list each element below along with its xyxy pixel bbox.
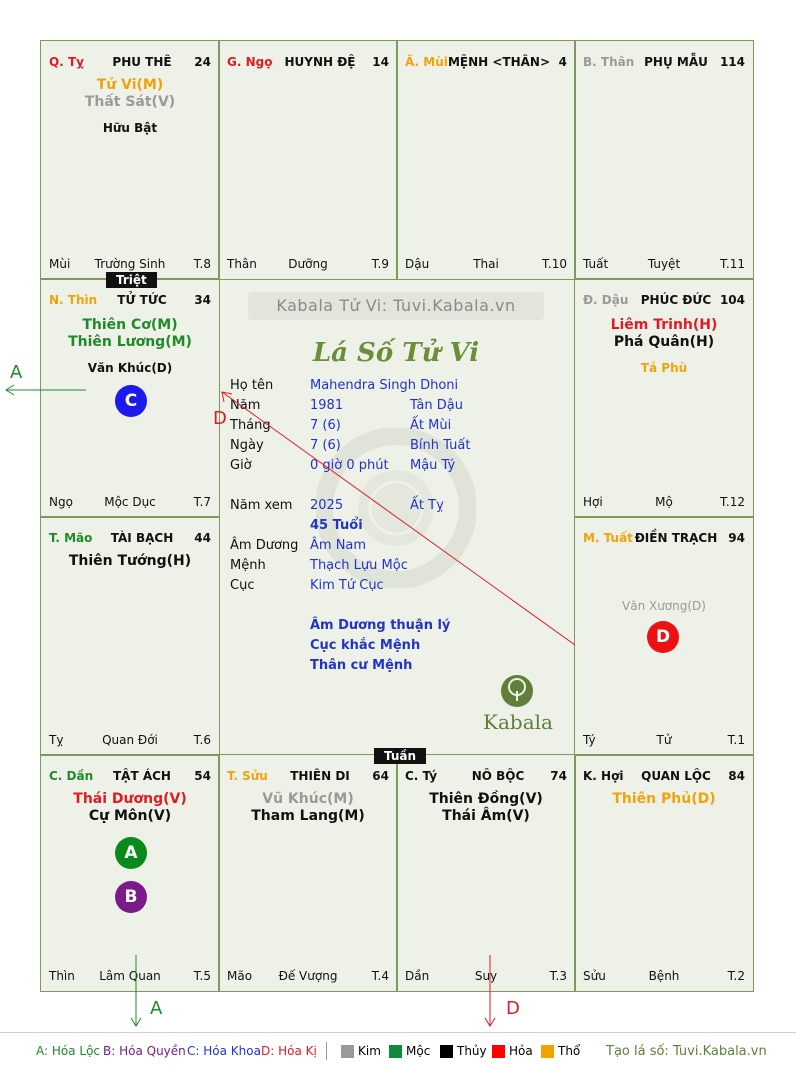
palace-name: PHÚC ĐỨC <box>640 293 712 307</box>
palace-stage: Trường Sinh <box>94 257 166 271</box>
info-canchi: Ất Mùi <box>410 418 452 433</box>
palace-number: 114 <box>719 55 745 69</box>
palace-age: T.2 <box>727 969 745 983</box>
palace-number: 4 <box>558 55 567 69</box>
palace-number: 44 <box>194 531 211 545</box>
moc-swatch <box>389 1045 402 1058</box>
palace-branch: K. Hợi <box>583 769 624 783</box>
palace-phase: Tỵ <box>49 733 64 747</box>
palace-branch: G. Ngọ <box>227 55 273 69</box>
info-canchi: Mậu Tý <box>410 458 456 473</box>
palace-branch: Đ. Dậu <box>583 293 629 307</box>
palace-stage: Đế Vượng <box>278 969 338 983</box>
info-canchi: Bính Tuất <box>410 438 471 453</box>
palace-phase: Hợi <box>583 495 603 509</box>
info-value: 7 (6) <box>310 438 341 453</box>
palace-age: T.3 <box>549 969 567 983</box>
legend-hoa-loc: A: Hóa Lộc <box>36 1044 101 1058</box>
palace-phase: Thìn <box>49 969 75 983</box>
palace-branch: M. Tuất <box>583 531 633 545</box>
info-label: Ngày <box>230 438 264 453</box>
palace-name: NÔ BỘC <box>471 769 525 783</box>
palace-age: T.10 <box>542 257 567 271</box>
info-value: 2025 <box>310 498 344 513</box>
info-value: 7 (6) <box>310 418 341 433</box>
arrow-label-d-bottom: D <box>506 998 520 1019</box>
major-star: Thiên Phủ(D) <box>612 791 716 807</box>
arrow-label-d: D <box>213 408 227 429</box>
info-value: Âm Nam <box>310 538 367 553</box>
palace-branch: T. Mão <box>49 531 93 545</box>
hoa-quyen-badge: B <box>115 881 147 913</box>
legend-moc: Mộc <box>406 1044 431 1058</box>
major-star: Tham Lang(M) <box>251 808 365 824</box>
info-age: 45 Tuổi <box>310 518 363 533</box>
palace-stage: Thai <box>473 257 499 271</box>
info-canchi: Ất Tỵ <box>410 498 444 513</box>
palace-name: MỆNH <THÂN> <box>447 55 551 69</box>
palace-phase: Mão <box>227 969 253 983</box>
palace-stage: Quan Đới <box>102 733 158 747</box>
palace-branch: Ã. Mùi <box>405 55 448 69</box>
major-star: Tử Vi(M) <box>96 77 164 93</box>
info-value: Kim Tứ Cục <box>310 578 384 593</box>
triet-tag: Triệt <box>106 272 157 288</box>
palace-stage: Suy <box>474 969 498 983</box>
palace-name: TỬ TỨC <box>117 293 167 307</box>
palace-age: T.6 <box>193 733 211 747</box>
palace-name: TÀI BẠCH <box>110 531 174 545</box>
minor-star: Tả Phù <box>640 361 688 375</box>
palace-phase: Thân <box>227 257 257 271</box>
arrow-label-a-bottom: A <box>150 998 163 1019</box>
legend-hoa-khoa: C: Hóa Khoa <box>187 1044 261 1058</box>
legend-credit-link[interactable]: Tạo lá số: Tuvi.Kabala.vn <box>606 1044 767 1059</box>
palace-name: HUYNH ĐỆ <box>284 55 356 69</box>
legend-hoa: Hỏa <box>509 1044 533 1058</box>
hoa-khoa-badge: C <box>115 385 147 417</box>
palace-branch: T. Sửu <box>227 769 268 783</box>
major-star: Thất Sát(V) <box>84 94 176 110</box>
major-star: Thái Dương(V) <box>73 791 187 807</box>
palace-stage: Tử <box>656 733 672 747</box>
palace-phase: Dần <box>405 969 430 983</box>
info-label: Tháng <box>230 418 271 433</box>
info-value: Mahendra Singh Dhoni <box>310 378 459 393</box>
site-banner[interactable]: Kabala Tử Vi: Tuvi.Kabala.vn <box>248 292 544 320</box>
arrow-label-a: A <box>10 362 23 383</box>
major-star: Thiên Tướng(H) <box>68 553 192 569</box>
tho-swatch <box>541 1045 554 1058</box>
major-star: Cự Môn(V) <box>88 808 172 824</box>
palace-number: 104 <box>719 293 745 307</box>
tuan-tag: Tuần <box>374 748 426 764</box>
palace-branch: C. Tý <box>405 769 438 783</box>
hoa-ki-badge: D <box>647 621 679 653</box>
legend-bar <box>0 1032 796 1070</box>
palace-number: 24 <box>194 55 211 69</box>
major-star: Thiên Lương(M) <box>68 334 192 350</box>
info-label: Năm <box>230 398 261 413</box>
palace-age: T.7 <box>193 495 211 509</box>
palace-branch: Q. Tỵ <box>49 55 84 69</box>
hoa-loc-badge: A <box>115 837 147 869</box>
palace-age: T.8 <box>193 257 211 271</box>
palace-number: 34 <box>194 293 211 307</box>
palace-age: T.5 <box>193 969 211 983</box>
palace-age: T.11 <box>720 257 745 271</box>
legend-hoa-quyen: B: Hóa Quyền <box>103 1044 186 1058</box>
palace-stage: Mộc Dục <box>104 495 156 509</box>
palace-name: PHỤ MẪU <box>644 55 708 69</box>
major-star: Vũ Khúc(M) <box>262 791 354 807</box>
info-note: Cục khắc Mệnh <box>310 638 421 653</box>
palace-phase: Tuất <box>583 257 609 271</box>
minor-star: Văn Xương(D) <box>622 599 706 613</box>
palace-number: 54 <box>194 769 211 783</box>
minor-star: Văn Khúc(D) <box>87 361 173 375</box>
palace-branch: B. Thân <box>583 55 635 69</box>
palace-phase: Mùi <box>49 257 71 271</box>
info-label: Mệnh <box>230 558 266 573</box>
info-label: Giờ <box>230 458 252 473</box>
info-note: Âm Dương thuận lý <box>310 618 451 633</box>
info-label: Họ tên <box>230 378 274 393</box>
palace-age: T.1 <box>727 733 745 747</box>
major-star: Thiên Cơ(M) <box>82 317 178 333</box>
palace-name: TẬT ÁCH <box>113 769 171 783</box>
palace-name: ĐIỀN TRẠCH <box>634 531 718 545</box>
major-star: Phá Quân(H) <box>613 334 715 350</box>
palace-phase: Sửu <box>583 969 606 983</box>
palace-number: 84 <box>728 769 745 783</box>
palace-number: 74 <box>550 769 567 783</box>
legend-separator <box>326 1042 327 1060</box>
palace-stage: Dưỡng <box>288 257 328 271</box>
palace-age: T.12 <box>720 495 745 509</box>
info-canchi: Tân Dậu <box>410 398 463 413</box>
palace-phase: Dậu <box>405 257 430 271</box>
palace-number: 14 <box>372 55 389 69</box>
arrow-line-d-diagonal <box>222 392 575 645</box>
palace-name: THIÊN DI <box>290 769 350 783</box>
legend-thuy: Thủy <box>457 1044 487 1058</box>
major-star: Thiên Đồng(V) <box>429 791 543 807</box>
palace-number: 94 <box>728 531 745 545</box>
info-note: Thân cư Mệnh <box>310 658 413 673</box>
kim-swatch <box>341 1045 354 1058</box>
palace-name: PHU THÊ <box>112 55 172 69</box>
legend-hoa-ki: D: Hóa Kị <box>261 1044 317 1058</box>
palace-stage: Lâm Quan <box>99 969 161 983</box>
palace-branch: N. Thìn <box>49 293 98 307</box>
chart-title: Lá Số Tử Vi <box>312 338 480 368</box>
info-value: 1981 <box>310 398 344 413</box>
major-star: Liêm Trinh(H) <box>610 317 718 333</box>
palace-name: QUAN LỘC <box>641 769 711 783</box>
palace-phase: Ngọ <box>49 495 73 509</box>
info-value: Thạch Lựu Mộc <box>310 558 408 573</box>
palace-number: 64 <box>372 769 389 783</box>
info-label: Cục <box>230 578 255 593</box>
palace-branch: C. Dần <box>49 769 94 783</box>
palace-stage: Bệnh <box>648 969 680 983</box>
palace-stage: Mộ <box>655 495 673 509</box>
minor-star: Hữu Bật <box>102 121 158 135</box>
legend-kim: Kim <box>358 1044 381 1058</box>
palace-age: T.4 <box>371 969 389 983</box>
thuy-swatch <box>440 1045 453 1058</box>
info-value: 0 giờ 0 phút <box>310 458 389 473</box>
major-star: Thái Âm(V) <box>442 808 530 824</box>
palace-stage: Tuyệt <box>647 257 681 271</box>
palace-age: T.9 <box>371 257 389 271</box>
info-label: Âm Dương <box>230 538 299 553</box>
info-label: Năm xem <box>230 498 293 513</box>
hoa-swatch <box>492 1045 505 1058</box>
brand-name: Kabala <box>483 710 553 734</box>
palace-phase: Tý <box>583 733 596 747</box>
legend-tho: Thổ <box>558 1044 581 1058</box>
